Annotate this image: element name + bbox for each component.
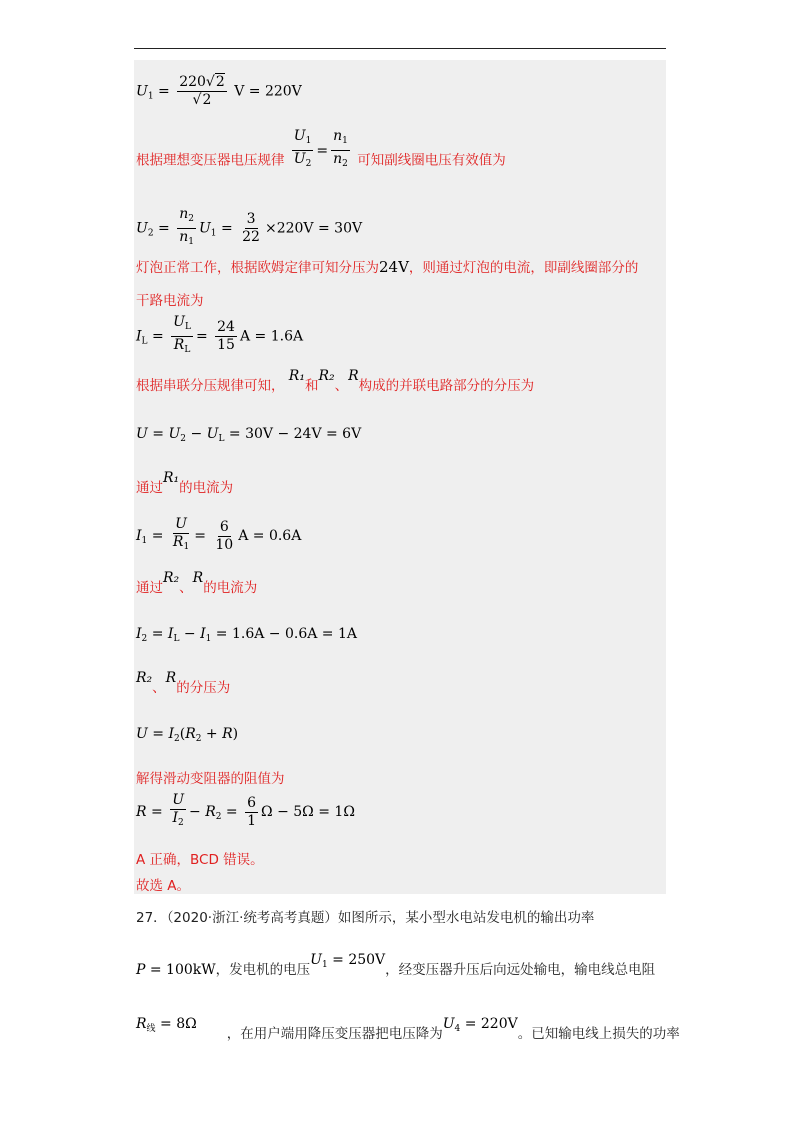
series-rule-line: 根据串联分压规律可知， R₁和R₂、R构成的并联电路部分的分压为	[136, 368, 535, 394]
header-rule	[134, 48, 666, 49]
eq-r: R = $\frac{U}{I_2}$ − $R_2$ = $\frac{6}{1}$ Ω − 5Ω = 1Ω	[136, 792, 355, 829]
eq-il: $I_L$ = $\frac{U_L}{R_L}$ = $\frac{24}{15}$ A = 1.6A	[136, 314, 304, 355]
eq-u2: $U_2$ = $\frac{n_2}{n_1}$ $U_1$ = $\frac{3}{22}$ ×220V = 30V	[136, 206, 363, 247]
voltage-law-line: 根据理想变压器电压规律 $\frac{U_1}{U_2}$ = $\frac{n_1}{n_2}$ 可知副线圈电压有效值为	[136, 128, 506, 169]
eq-u-i2: $U = I_2(R_2 + R)$	[136, 726, 239, 744]
eq-u1: $U_1$ = $\frac{220√2}{√2}$ V = 220V	[136, 74, 302, 108]
conclusion-line: A 正确，BCD 错误。	[136, 852, 264, 868]
eq-u: $U = U_2 - U_L = 30V - 24V = 6V$	[136, 426, 362, 444]
trunk-current-line: 干路电流为	[136, 293, 204, 309]
answer-line: 故选 A。	[136, 878, 191, 894]
lamp-line: 灯泡正常工作，根据欧姆定律可知分压为24V，则通过灯泡的电流，即副线圈部分的	[136, 258, 639, 276]
r2r-voltage-line: R₂、R的分压为	[136, 670, 231, 696]
r2r-current-line: 通过R₂、R的电流为	[136, 570, 258, 596]
question-27-line2: P = 100kW，发电机的电压$U_1 = 250V$，经变压器升压后向远处输电，输电线总电阻	[136, 952, 656, 978]
eq-i2: $I_2 = I_L - I_1 = 1.6A - 0.6A = 1A$	[136, 626, 357, 644]
question-27-line1: 27．（2020·浙江·统考高考真题）如图所示，某小型水电站发电机的输出功率	[136, 910, 595, 926]
solve-line: 解得滑动变阻器的阻值为	[136, 771, 285, 787]
r1-current-line: 通过R₁的电流为	[136, 470, 234, 496]
eq-i1: $I_1$ = $\frac{U}{R_1}$ = $\frac{6}{10}$ A = 0.6A	[136, 516, 302, 553]
question-27-line3: $R_线 = 8\Omega$，在用户端用降压变压器把电压降为$U_4 = 220V$。已知输电线上损失的功率	[136, 1016, 680, 1042]
